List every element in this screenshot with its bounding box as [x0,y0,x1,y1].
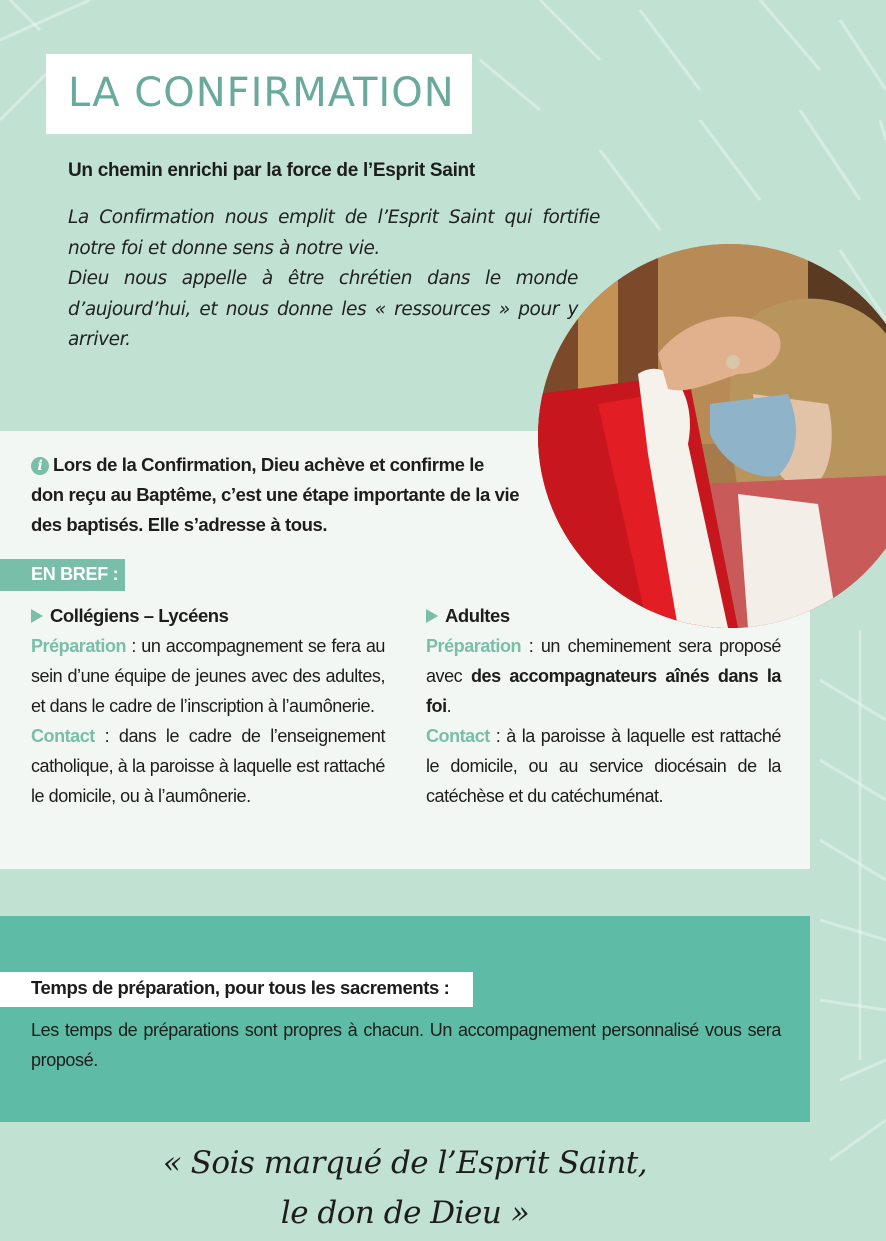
intro-text [68,203,600,356]
triangle-bullet-icon [426,609,438,623]
adultes-heading: Adultes [445,605,510,626]
info-icon: i [31,457,49,475]
triangle-bullet-icon [31,609,43,623]
quote-line-2: le don de Dieu » [280,1195,530,1231]
contact-label: Contact [426,726,490,746]
adultes-contact-text: : à la paroisse à laquelle est rattaché le domicile, ou au service diocésain de la catéchèse et du catéchuménat. [426,726,781,806]
adultes-preparation-text: : un cheminement sera proposé avec [426,636,781,686]
page-title: LA CONFIRMATION [68,70,455,116]
contact-label: Contact [31,726,95,746]
adultes-preparation [426,631,781,721]
intro-paragraph-1: La Confirmation nous emplit de l’Esprit Saint qui fortifie notre foi et donne sens à notre vie. [68,207,600,259]
colleges-heading: Collégiens – Lycéens [50,605,229,626]
temps-heading-box [0,972,473,1007]
info-block [31,450,521,540]
en-bref-label: EN BREF : [31,564,119,584]
page-subtitle: Un chemin enrichi par la force de l’Esprit Saint [68,160,475,181]
preparation-label: Préparation [31,636,127,656]
title-box [46,54,472,134]
colleges-preparation-text: : un accompagnement se fera au sein d’une équipe de jeunes avec des adultes, et dans le cadre de l’inscription à l’aumônerie. [31,636,385,716]
colleges-contact [31,721,385,811]
colleges-column [31,601,385,811]
en-bref-label-box [0,559,125,591]
temps-text: Les temps de préparations sont propres à chacun. Un accompagnement personnalisé vous sera proposé. [31,1020,781,1070]
intro-paragraph-2: Dieu nous appelle à être chrétien dans le monde d’aujourd’hui, et nous donne les « ressources » pour y arriver. [68,268,578,350]
adultes-preparation-end: . [446,696,452,716]
colleges-preparation [31,631,385,721]
closing-quote [0,1138,810,1238]
adultes-contact [426,721,781,811]
colleges-heading-row [31,601,385,631]
colleges-contact-text: : dans le cadre de l’enseignement catholique, à la paroisse à laquelle est rattaché le domicile, ou à l’aumônerie. [31,726,385,806]
quote-line-1: « Sois marqué de l’Esprit Saint, [162,1145,648,1181]
preparation-label: Préparation [426,636,522,656]
adultes-preparation-emphasis: des accompagnateurs aînés dans la foi [426,666,781,716]
temps-heading: Temps de préparation, pour tous les sacrements : [31,977,450,998]
info-text: Lors de la Confirmation, Dieu achève et confirme le don reçu au Baptême, c’est une étape importante de la vie des baptisés. Elle s’adresse à tous. [31,454,520,535]
adultes-column [426,601,781,811]
